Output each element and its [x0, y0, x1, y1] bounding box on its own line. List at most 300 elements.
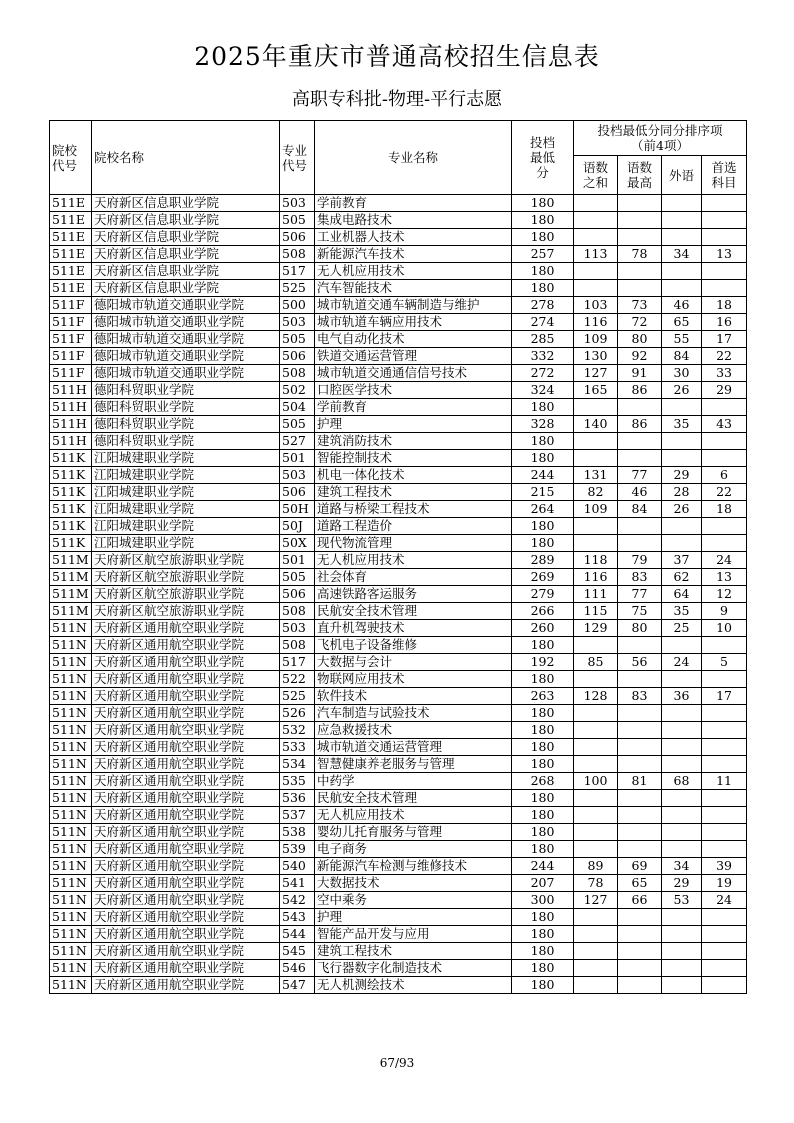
school-name-cell: 德阳城市轨道交通职业学院 [92, 314, 280, 331]
admission-table [49, 120, 747, 994]
first-subject-cell: 10 [702, 620, 747, 637]
chinese-math-sum-cell: 140 [574, 416, 618, 433]
chinese-math-sum-cell [574, 722, 618, 739]
school-name-cell: 天府新区通用航空职业学院 [92, 892, 280, 909]
major-code-cell: 542 [280, 892, 315, 909]
table-body [50, 195, 747, 994]
chinese-math-max-cell [618, 807, 662, 824]
chinese-math-max-cell: 84 [618, 501, 662, 518]
major-name-cell: 护理 [315, 416, 512, 433]
school-name-cell: 天府新区通用航空职业学院 [92, 739, 280, 756]
first-subject-cell: 6 [702, 467, 747, 484]
chinese-math-sum-cell [574, 841, 618, 858]
school-code-cell: 511F [50, 365, 92, 382]
school-name-cell: 德阳城市轨道交通职业学院 [92, 297, 280, 314]
table-row [50, 926, 747, 943]
table-row [50, 943, 747, 960]
major-code-cell: 534 [280, 756, 315, 773]
chinese-math-sum-cell [574, 926, 618, 943]
school-name-cell: 天府新区通用航空职业学院 [92, 756, 280, 773]
major-name-cell: 软件技术 [315, 688, 512, 705]
table-row [50, 399, 747, 416]
table-row [50, 195, 747, 212]
chinese-math-sum-cell: 111 [574, 586, 618, 603]
school-name-cell: 江阳城建职业学院 [92, 450, 280, 467]
min-score-cell: 180 [512, 960, 574, 977]
table-row [50, 960, 747, 977]
major-name-cell: 无人机应用技术 [315, 552, 512, 569]
major-name-cell: 智能控制技术 [315, 450, 512, 467]
min-score-cell: 207 [512, 875, 574, 892]
chinese-math-sum-cell [574, 229, 618, 246]
major-code-cell: 50X [280, 535, 315, 552]
header-school-code: 院校代号 [50, 121, 92, 195]
school-code-cell: 511H [50, 399, 92, 416]
header-min-score: 投档最低分 [512, 121, 574, 195]
chinese-math-max-cell: 81 [618, 773, 662, 790]
foreign-language-cell [662, 722, 702, 739]
min-score-cell: 180 [512, 450, 574, 467]
major-name-cell: 中药学 [315, 773, 512, 790]
major-code-cell: 506 [280, 348, 315, 365]
school-code-cell: 511M [50, 552, 92, 569]
first-subject-cell [702, 926, 747, 943]
school-name-cell: 天府新区信息职业学院 [92, 229, 280, 246]
major-code-cell: 539 [280, 841, 315, 858]
first-subject-cell: 9 [702, 603, 747, 620]
school-name-cell: 天府新区通用航空职业学院 [92, 926, 280, 943]
major-code-cell: 506 [280, 229, 315, 246]
school-name-cell: 天府新区通用航空职业学院 [92, 858, 280, 875]
first-subject-cell [702, 943, 747, 960]
table-row [50, 569, 747, 586]
foreign-language-cell [662, 450, 702, 467]
major-code-cell: 535 [280, 773, 315, 790]
foreign-language-cell [662, 229, 702, 246]
foreign-language-cell: 26 [662, 382, 702, 399]
foreign-language-cell [662, 807, 702, 824]
min-score-cell: 257 [512, 246, 574, 263]
chinese-math-sum-cell [574, 671, 618, 688]
header-school-name: 院校名称 [92, 121, 280, 195]
chinese-math-sum-cell: 109 [574, 331, 618, 348]
foreign-language-cell: 34 [662, 246, 702, 263]
major-name-cell: 无人机应用技术 [315, 263, 512, 280]
major-name-cell: 城市轨道交通通信信号技术 [315, 365, 512, 382]
school-code-cell: 511K [50, 535, 92, 552]
first-subject-cell [702, 841, 747, 858]
chinese-math-max-cell [618, 450, 662, 467]
foreign-language-cell: 35 [662, 603, 702, 620]
chinese-math-max-cell [618, 212, 662, 229]
table-row [50, 875, 747, 892]
min-score-cell: 180 [512, 790, 574, 807]
major-code-cell: 504 [280, 399, 315, 416]
table-row [50, 365, 747, 382]
school-name-cell: 天府新区通用航空职业学院 [92, 909, 280, 926]
first-subject-cell: 16 [702, 314, 747, 331]
first-subject-cell: 29 [702, 382, 747, 399]
chinese-math-max-cell: 86 [618, 382, 662, 399]
min-score-cell: 180 [512, 722, 574, 739]
foreign-language-cell: 62 [662, 569, 702, 586]
foreign-language-cell: 46 [662, 297, 702, 314]
chinese-math-max-cell [618, 977, 662, 994]
min-score-cell: 180 [512, 229, 574, 246]
major-code-cell: 500 [280, 297, 315, 314]
school-name-cell: 天府新区通用航空职业学院 [92, 705, 280, 722]
table-row [50, 586, 747, 603]
chinese-math-max-cell [618, 195, 662, 212]
header-tie-group: 投档最低分同分排序项（前4项） [574, 121, 747, 156]
table-row [50, 331, 747, 348]
major-name-cell: 高速铁路客运服务 [315, 586, 512, 603]
foreign-language-cell [662, 637, 702, 654]
major-code-cell: 505 [280, 212, 315, 229]
major-name-cell: 新能源汽车技术 [315, 246, 512, 263]
school-name-cell: 天府新区信息职业学院 [92, 246, 280, 263]
school-name-cell: 天府新区通用航空职业学院 [92, 824, 280, 841]
table-row [50, 841, 747, 858]
chinese-math-sum-cell [574, 943, 618, 960]
chinese-math-max-cell: 46 [618, 484, 662, 501]
school-code-cell: 511N [50, 654, 92, 671]
table-row [50, 314, 747, 331]
first-subject-cell: 5 [702, 654, 747, 671]
chinese-math-sum-cell: 89 [574, 858, 618, 875]
table-row [50, 790, 747, 807]
min-score-cell: 180 [512, 824, 574, 841]
school-name-cell: 天府新区通用航空职业学院 [92, 688, 280, 705]
chinese-math-sum-cell [574, 535, 618, 552]
chinese-math-sum-cell [574, 790, 618, 807]
table-row [50, 552, 747, 569]
major-name-cell: 建筑工程技术 [315, 484, 512, 501]
first-subject-cell [702, 671, 747, 688]
first-subject-cell [702, 280, 747, 297]
chinese-math-max-cell: 65 [618, 875, 662, 892]
chinese-math-max-cell [618, 637, 662, 654]
first-subject-cell: 43 [702, 416, 747, 433]
table-row [50, 807, 747, 824]
first-subject-cell [702, 195, 747, 212]
first-subject-cell [702, 518, 747, 535]
header-chinese-math-max: 语数最高 [618, 156, 662, 195]
chinese-math-max-cell [618, 671, 662, 688]
school-code-cell: 511N [50, 739, 92, 756]
major-code-cell: 537 [280, 807, 315, 824]
major-code-cell: 522 [280, 671, 315, 688]
school-name-cell: 天府新区通用航空职业学院 [92, 773, 280, 790]
chinese-math-sum-cell [574, 960, 618, 977]
min-score-cell: 180 [512, 518, 574, 535]
major-code-cell: 502 [280, 382, 315, 399]
major-name-cell: 道路与桥梁工程技术 [315, 501, 512, 518]
foreign-language-cell [662, 977, 702, 994]
major-name-cell: 智能产品开发与应用 [315, 926, 512, 943]
major-code-cell: 503 [280, 314, 315, 331]
school-code-cell: 511N [50, 773, 92, 790]
min-score-cell: 289 [512, 552, 574, 569]
foreign-language-cell [662, 399, 702, 416]
min-score-cell: 285 [512, 331, 574, 348]
major-name-cell: 汽车制造与试验技术 [315, 705, 512, 722]
school-name-cell: 德阳科贸职业学院 [92, 382, 280, 399]
table-row [50, 518, 747, 535]
school-name-cell: 天府新区通用航空职业学院 [92, 654, 280, 671]
first-subject-cell: 24 [702, 552, 747, 569]
major-name-cell: 民航安全技术管理 [315, 603, 512, 620]
foreign-language-cell: 37 [662, 552, 702, 569]
major-name-cell: 城市轨道交通运营管理 [315, 739, 512, 756]
chinese-math-sum-cell: 127 [574, 892, 618, 909]
school-code-cell: 511K [50, 518, 92, 535]
school-name-cell: 天府新区通用航空职业学院 [92, 807, 280, 824]
school-name-cell: 天府新区航空旅游职业学院 [92, 569, 280, 586]
school-name-cell: 天府新区通用航空职业学院 [92, 637, 280, 654]
min-score-cell: 180 [512, 926, 574, 943]
min-score-cell: 244 [512, 858, 574, 875]
foreign-language-cell: 29 [662, 875, 702, 892]
major-name-cell: 建筑消防技术 [315, 433, 512, 450]
major-name-cell: 现代物流管理 [315, 535, 512, 552]
major-name-cell: 新能源汽车检测与维修技术 [315, 858, 512, 875]
chinese-math-sum-cell [574, 212, 618, 229]
major-name-cell: 电子商务 [315, 841, 512, 858]
major-code-cell: 527 [280, 433, 315, 450]
major-name-cell: 城市轨道车辆应用技术 [315, 314, 512, 331]
school-code-cell: 511N [50, 943, 92, 960]
first-subject-cell [702, 807, 747, 824]
school-name-cell: 天府新区通用航空职业学院 [92, 790, 280, 807]
table-row [50, 382, 747, 399]
chinese-math-sum-cell [574, 637, 618, 654]
school-code-cell: 511N [50, 722, 92, 739]
foreign-language-cell [662, 263, 702, 280]
chinese-math-sum-cell [574, 739, 618, 756]
foreign-language-cell [662, 824, 702, 841]
major-name-cell: 电气自动化技术 [315, 331, 512, 348]
chinese-math-max-cell [618, 739, 662, 756]
first-subject-cell: 39 [702, 858, 747, 875]
school-name-cell: 江阳城建职业学院 [92, 535, 280, 552]
school-code-cell: 511K [50, 501, 92, 518]
chinese-math-sum-cell [574, 756, 618, 773]
table-row [50, 654, 747, 671]
min-score-cell: 215 [512, 484, 574, 501]
school-name-cell: 天府新区航空旅游职业学院 [92, 552, 280, 569]
chinese-math-sum-cell [574, 263, 618, 280]
major-code-cell: 501 [280, 552, 315, 569]
first-subject-cell: 13 [702, 569, 747, 586]
chinese-math-max-cell: 75 [618, 603, 662, 620]
major-code-cell: 505 [280, 331, 315, 348]
foreign-language-cell [662, 960, 702, 977]
major-name-cell: 城市轨道交通车辆制造与维护 [315, 297, 512, 314]
chinese-math-max-cell [618, 790, 662, 807]
chinese-math-max-cell: 83 [618, 688, 662, 705]
major-name-cell: 汽车智能技术 [315, 280, 512, 297]
table-row [50, 773, 747, 790]
table-row [50, 501, 747, 518]
first-subject-cell: 17 [702, 331, 747, 348]
major-name-cell: 飞行器数字化制造技术 [315, 960, 512, 977]
major-name-cell: 社会体育 [315, 569, 512, 586]
foreign-language-cell: 25 [662, 620, 702, 637]
major-code-cell: 508 [280, 603, 315, 620]
chinese-math-max-cell: 79 [618, 552, 662, 569]
school-name-cell: 德阳科贸职业学院 [92, 416, 280, 433]
school-name-cell: 天府新区通用航空职业学院 [92, 722, 280, 739]
school-code-cell: 511N [50, 875, 92, 892]
min-score-cell: 192 [512, 654, 574, 671]
first-subject-cell [702, 756, 747, 773]
chinese-math-sum-cell: 115 [574, 603, 618, 620]
chinese-math-max-cell [618, 433, 662, 450]
page-subtitle: 高职专科批-物理-平行志愿 [291, 89, 503, 110]
chinese-math-max-cell: 69 [618, 858, 662, 875]
school-name-cell: 天府新区信息职业学院 [92, 212, 280, 229]
chinese-math-sum-cell: 82 [574, 484, 618, 501]
chinese-math-sum-cell [574, 824, 618, 841]
first-subject-cell [702, 637, 747, 654]
major-name-cell: 飞机电子设备维修 [315, 637, 512, 654]
table-row [50, 739, 747, 756]
table-row [50, 892, 747, 909]
chinese-math-max-cell [618, 280, 662, 297]
first-subject-cell [702, 739, 747, 756]
foreign-language-cell [662, 943, 702, 960]
first-subject-cell [702, 535, 747, 552]
min-score-cell: 264 [512, 501, 574, 518]
chinese-math-sum-cell: 118 [574, 552, 618, 569]
major-code-cell: 532 [280, 722, 315, 739]
min-score-cell: 180 [512, 739, 574, 756]
table-row [50, 212, 747, 229]
chinese-math-sum-cell: 128 [574, 688, 618, 705]
major-name-cell: 学前教育 [315, 399, 512, 416]
major-code-cell: 545 [280, 943, 315, 960]
foreign-language-cell [662, 841, 702, 858]
min-score-cell: 332 [512, 348, 574, 365]
school-name-cell: 天府新区通用航空职业学院 [92, 943, 280, 960]
table-row [50, 433, 747, 450]
school-code-cell: 511N [50, 807, 92, 824]
chinese-math-max-cell [618, 943, 662, 960]
major-name-cell: 应急救援技术 [315, 722, 512, 739]
major-name-cell: 工业机器人技术 [315, 229, 512, 246]
school-code-cell: 511N [50, 705, 92, 722]
chinese-math-max-cell [618, 263, 662, 280]
table-row [50, 824, 747, 841]
min-score-cell: 278 [512, 297, 574, 314]
school-code-cell: 511E [50, 195, 92, 212]
foreign-language-cell: 55 [662, 331, 702, 348]
foreign-language-cell: 64 [662, 586, 702, 603]
major-name-cell: 大数据与会计 [315, 654, 512, 671]
chinese-math-sum-cell: 127 [574, 365, 618, 382]
table-row [50, 637, 747, 654]
foreign-language-cell: 26 [662, 501, 702, 518]
chinese-math-max-cell [618, 399, 662, 416]
chinese-math-sum-cell: 109 [574, 501, 618, 518]
major-name-cell: 无人机测绘技术 [315, 977, 512, 994]
school-name-cell: 天府新区通用航空职业学院 [92, 620, 280, 637]
major-code-cell: 501 [280, 450, 315, 467]
foreign-language-cell: 28 [662, 484, 702, 501]
first-subject-cell [702, 212, 747, 229]
first-subject-cell [702, 977, 747, 994]
foreign-language-cell [662, 212, 702, 229]
major-name-cell: 空中乘务 [315, 892, 512, 909]
school-code-cell: 511N [50, 892, 92, 909]
chinese-math-sum-cell: 165 [574, 382, 618, 399]
school-code-cell: 511M [50, 603, 92, 620]
chinese-math-sum-cell: 131 [574, 467, 618, 484]
school-code-cell: 511N [50, 841, 92, 858]
first-subject-cell: 33 [702, 365, 747, 382]
first-subject-cell: 11 [702, 773, 747, 790]
major-code-cell: 541 [280, 875, 315, 892]
min-score-cell: 180 [512, 977, 574, 994]
first-subject-cell: 22 [702, 348, 747, 365]
chinese-math-max-cell [618, 841, 662, 858]
first-subject-cell [702, 433, 747, 450]
table-row [50, 705, 747, 722]
major-code-cell: 538 [280, 824, 315, 841]
chinese-math-max-cell: 80 [618, 331, 662, 348]
min-score-cell: 324 [512, 382, 574, 399]
chinese-math-max-cell [618, 518, 662, 535]
min-score-cell: 274 [512, 314, 574, 331]
school-code-cell: 511N [50, 909, 92, 926]
school-name-cell: 德阳城市轨道交通职业学院 [92, 348, 280, 365]
chinese-math-max-cell [618, 756, 662, 773]
school-name-cell: 天府新区信息职业学院 [92, 280, 280, 297]
min-score-cell: 328 [512, 416, 574, 433]
first-subject-cell: 13 [702, 246, 747, 263]
major-code-cell: 506 [280, 586, 315, 603]
foreign-language-cell [662, 280, 702, 297]
chinese-math-max-cell: 91 [618, 365, 662, 382]
first-subject-cell: 17 [702, 688, 747, 705]
school-code-cell: 511N [50, 756, 92, 773]
chinese-math-max-cell [618, 722, 662, 739]
min-score-cell: 244 [512, 467, 574, 484]
first-subject-cell [702, 263, 747, 280]
major-code-cell: 533 [280, 739, 315, 756]
major-code-cell: 505 [280, 569, 315, 586]
school-code-cell: 511N [50, 790, 92, 807]
table-row [50, 671, 747, 688]
school-name-cell: 天府新区航空旅游职业学院 [92, 586, 280, 603]
chinese-math-max-cell [618, 909, 662, 926]
chinese-math-sum-cell: 116 [574, 569, 618, 586]
school-code-cell: 511N [50, 977, 92, 994]
major-code-cell: 508 [280, 637, 315, 654]
chinese-math-max-cell: 92 [618, 348, 662, 365]
foreign-language-cell [662, 671, 702, 688]
major-code-cell: 505 [280, 416, 315, 433]
major-code-cell: 508 [280, 246, 315, 263]
chinese-math-sum-cell [574, 399, 618, 416]
header-major-name: 专业名称 [315, 121, 512, 195]
table-row [50, 450, 747, 467]
header-first-subject: 首选科目 [702, 156, 747, 195]
min-score-cell: 180 [512, 807, 574, 824]
chinese-math-max-cell [618, 824, 662, 841]
table-row [50, 756, 747, 773]
